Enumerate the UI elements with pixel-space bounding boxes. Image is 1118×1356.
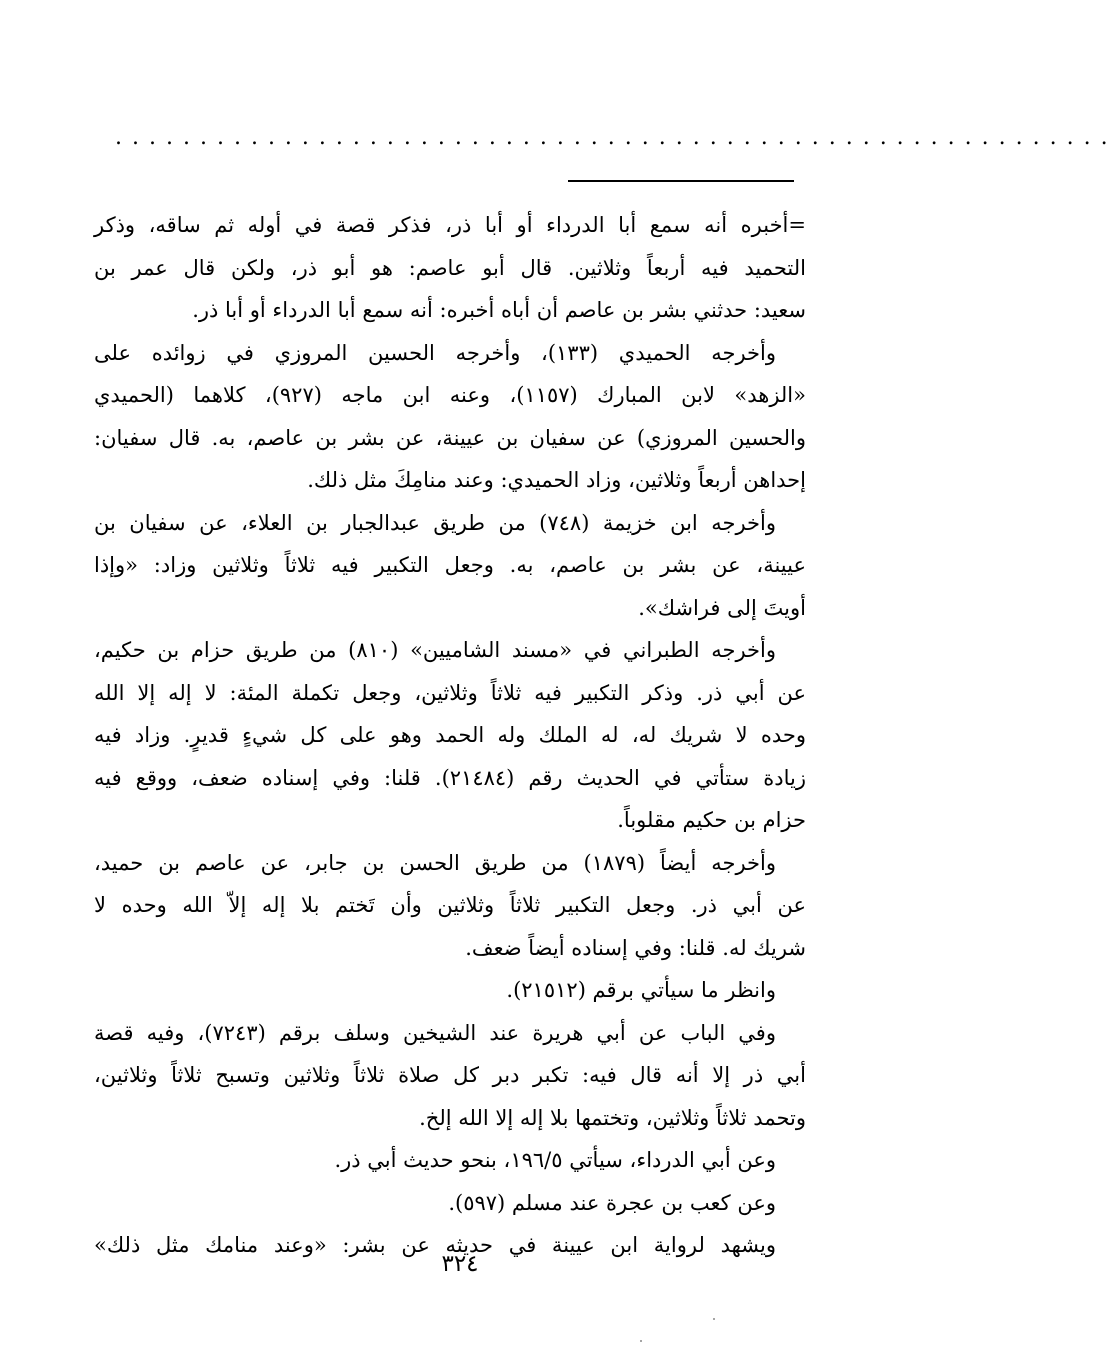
text-line: والحسين المروزي) عن سفيان بن عيينة، عن بشر بن عاصم، به. قال سفيان: [94,425,806,450]
text-line: وانظر ما سيأتي برقم (٢١٥١٢). [506,978,776,1002]
text-line: سعيد: حدثني بشر بن عاصم أن أباه أخبره: أنه سمع أبا الدرداء أو أبا ذر. [192,298,806,322]
text-line: وأخرجه أيضاً (١٨٧٩) من طريق الحسن بن جابر، عن عاصم بن حميد، [94,850,777,875]
text-line: وحده لا شريك له، له الملك وله الحمد وهو على كل شيءٍ قديرٍ. وزاد فيه [94,723,806,747]
text-line: عن أبي ذر. وجعل التكبير ثلاثاً وثلاثين وأن تَختم بلا إله إلاّ الله وحده لا [94,893,806,917]
footnote-text [94,204,806,1267]
text-line: أبي ذر إلا أنه قال فيه: تكبر دبر كل صلاة ثلاثاً وثلاثين وتسبح ثلاثاً وثلاثين، [94,1063,806,1087]
text-line: وأخرجه ابن خزيمة (٧٤٨) من طريق عبدالجبار بن العلاء، عن سفيان بن [94,510,776,535]
text-line: وأخرجه الحميدي (١٣٣)، وأخرجه الحسين المروزي في زوائده على [94,340,776,365]
text-line: وعن أبي الدرداء، سيأتي ١٩٦/٥، بنحو حديث أبي ذر. [334,1148,776,1172]
text-line: وتحمد ثلاثاً وثلاثين، وتختمها بلا إله إلا الله إلخ. [419,1105,806,1130]
text-line: عيينة، عن بشر بن عاصم، به. وجعل التكبير فيه ثلاثاً وثلاثين وزاد: «وإذا [94,553,806,577]
text-line: إحداهن أربعاً وثلاثين، وزاد الحميدي: وعند منامِكَ مثل ذلك. [307,468,806,492]
text-line: أويتَ إلى فراشك». [638,595,806,620]
text-line: «الزهد» لابن المبارك (١١٥٧)، وعنه ابن ماجه (٩٢٧)، كلاهما (الحميدي [94,383,806,407]
scan-speck [640,1340,642,1342]
text-line: وأخرجه الطبراني في «مسند الشاميين» (٨١٠) من طريق حزام بن حكيم، [94,638,776,662]
dotted-separator: ........................................................... [115,125,1118,150]
text-line: زيادة ستأتي في الحديث رقم (٢١٤٨٤). قلنا: وفي إسناده ضعف، ووقع فيه [94,765,806,790]
text-line: عن أبي ذر. وذكر التكبير فيه ثلاثاً وثلاثين، وجعل تكملة المئة: لا إله إلا الله [94,680,806,705]
scan-speck [713,1318,715,1320]
text-line: وفي الباب عن أبي هريرة عند الشيخين وسلف برقم (٧٢٤٣)، وفيه قصة [94,1020,776,1045]
text-line: التحميد فيه أربعاً وثلاثين. قال أبو عاصم: هو أبو ذر، ولكن قال عمر بن [94,255,806,280]
text-line: ويشهد لرواية ابن عيينة في حديثه عن بشر: «وعند منامك مثل ذلك» [94,1233,776,1257]
footnote-rule [568,180,794,182]
page-number: ٣٢٤ [441,1251,479,1277]
text-line: وعن كعب بن عجرة عند مسلم (٥٩٧). [448,1190,776,1215]
text-line: حزام بن حكيم مقلوباً. [617,808,806,832]
text-line: =أخبره أنه سمع أبا الدرداء أو أبا ذر، فذكر قصة في أوله ثم ساقه، وذكر [94,213,806,237]
text-line: شريك له. قلنا: وفي إسناده أيضاً ضعف. [465,935,806,960]
